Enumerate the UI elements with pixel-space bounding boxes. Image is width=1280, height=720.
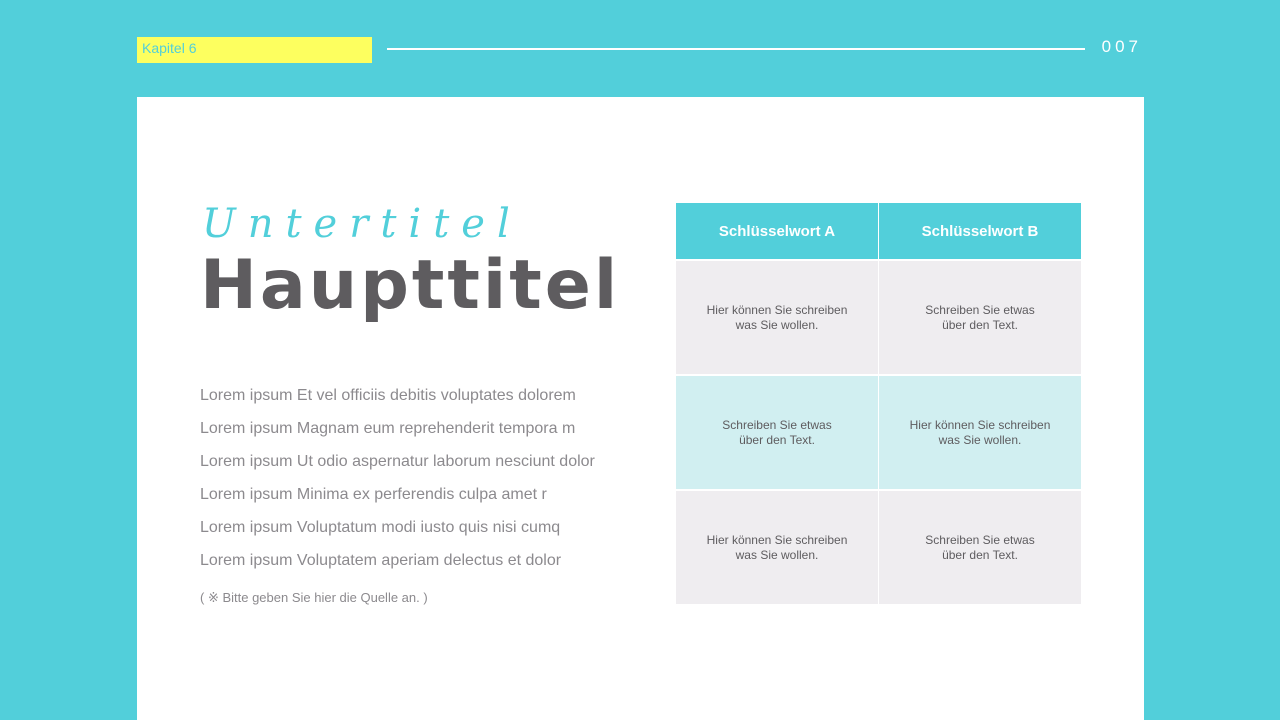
cell-line: Hier können Sie schreiben (706, 302, 848, 317)
slide-title: Haupttitel (200, 246, 621, 325)
body-text (200, 379, 660, 577)
body-line: Lorem ipsum Minima ex perferendis culpa amet r (200, 486, 547, 503)
cell-line: Schreiben Sie etwas (722, 417, 832, 432)
cell-line: was Sie wollen. (735, 317, 819, 332)
body-line: Lorem ipsum Voluptatum modi iusto quis nisi cumq (200, 519, 561, 536)
table-cell (676, 490, 879, 604)
body-line: Lorem ipsum Ut odio aspernatur laborum nesciunt dolor (200, 453, 595, 470)
table-header-row (676, 203, 1081, 260)
table-cell (879, 260, 1082, 375)
table-cell (879, 490, 1082, 604)
table-row (676, 260, 1081, 375)
cell-line: über den Text. (942, 317, 1018, 332)
cell-line: über den Text. (942, 547, 1018, 562)
header-divider (387, 48, 1085, 50)
keyword-table (676, 203, 1081, 604)
cell-line: über den Text. (739, 432, 815, 447)
table-header-a: Schlüsselwort A (676, 203, 879, 260)
slide-subtitle: Untertitel (202, 201, 522, 247)
table-row (676, 375, 1081, 490)
table-cell (676, 375, 879, 490)
table-cell (676, 260, 879, 375)
table-header-b: Schlüsselwort B (879, 203, 1082, 260)
cell-line: was Sie wollen. (938, 432, 1022, 447)
cell-line: Schreiben Sie etwas (925, 532, 1035, 547)
source-note: ( ※ Bitte geben Sie hier die Quelle an. ) (200, 590, 428, 605)
table-cell (879, 375, 1082, 490)
body-line: Lorem ipsum Et vel officiis debitis voluptates dolorem (200, 387, 576, 404)
page-number: 007 (1101, 37, 1142, 56)
chapter-label: Kapitel 6 (137, 37, 372, 63)
cell-line: Hier können Sie schreiben (706, 532, 848, 547)
cell-line: was Sie wollen. (735, 547, 819, 562)
cell-line: Schreiben Sie etwas (925, 302, 1035, 317)
cell-line: Hier können Sie schreiben (909, 417, 1051, 432)
table-row (676, 490, 1081, 604)
body-line: Lorem ipsum Voluptatem aperiam delectus et dolor (200, 552, 562, 569)
body-line: Lorem ipsum Magnam eum reprehenderit tempora m (200, 420, 576, 437)
